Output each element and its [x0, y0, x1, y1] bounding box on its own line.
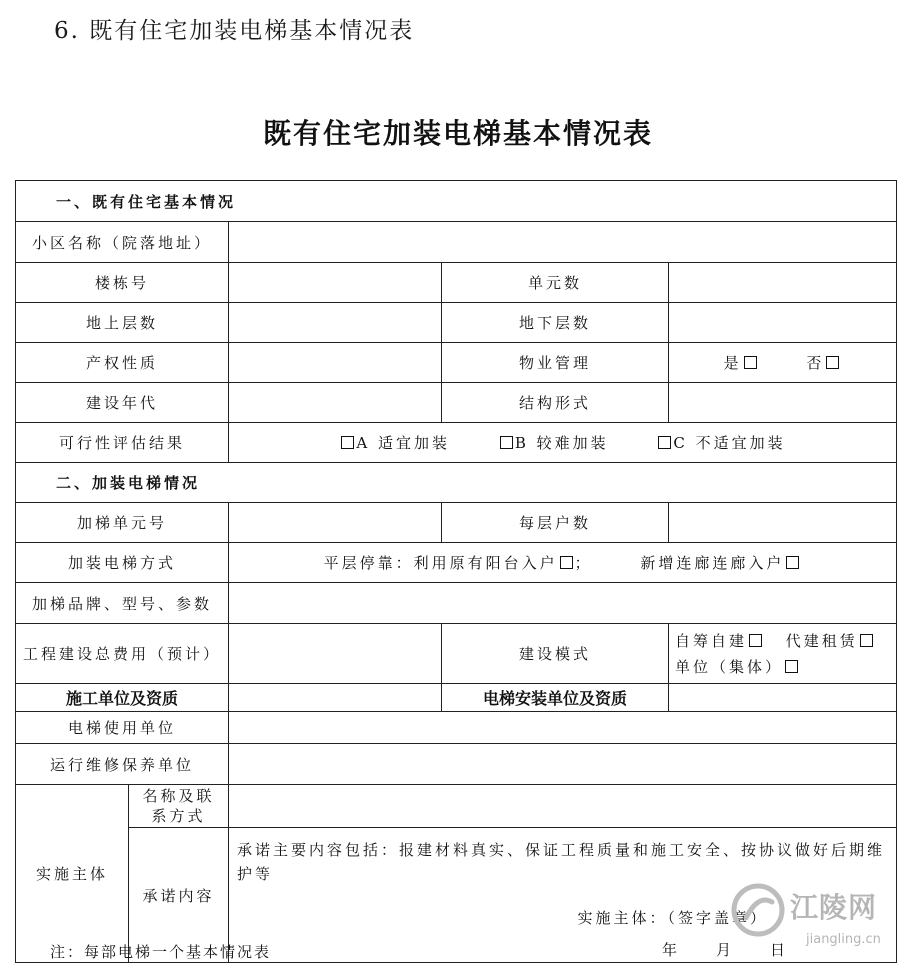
feasibility-a-option: A 适宜加装 — [339, 432, 450, 453]
method-balcony-checkbox[interactable] — [560, 556, 573, 569]
property-nature-label: 产权性质 — [16, 343, 229, 383]
unit-count-field[interactable] — [669, 263, 897, 303]
floors-below-field[interactable] — [669, 303, 897, 343]
construction-unit-label: 施工单位及资质 — [16, 684, 229, 712]
feasibility-label: 可行性评估结果 — [16, 423, 229, 463]
footnote: 注：每部电梯一个基本情况表 — [50, 943, 272, 961]
mode-self-option: 自筹自建 — [675, 632, 764, 650]
community-field[interactable] — [229, 222, 897, 263]
households-per-floor-field[interactable] — [669, 503, 897, 543]
floors-below-label: 地下层数 — [442, 303, 669, 343]
mode-lease-option: 代建租赁 — [786, 632, 875, 650]
build-year-label: 建设年代 — [16, 383, 229, 423]
elevator-user-field[interactable] — [229, 712, 897, 744]
property-mgmt-options — [669, 343, 897, 383]
feasibility-a-checkbox[interactable] — [341, 436, 354, 449]
signature-date: 年 月 日 — [662, 941, 789, 959]
mode-lease-checkbox[interactable] — [860, 634, 873, 647]
structure-label: 结构形式 — [442, 383, 669, 423]
mode-self-checkbox[interactable] — [749, 634, 762, 647]
floors-above-field[interactable] — [229, 303, 442, 343]
build-year-field[interactable] — [229, 383, 442, 423]
section-heading: 6. 既有住宅加装电梯基本情况表 — [54, 18, 415, 44]
commitment-label: 承诺内容 — [129, 828, 229, 963]
households-per-floor-label: 每层户数 — [442, 503, 669, 543]
section-elevator: 二、加装电梯情况 — [16, 463, 897, 503]
mode-collective-checkbox[interactable] — [785, 660, 798, 673]
elevator-unit-no-label: 加梯单元号 — [16, 503, 229, 543]
property-mgmt-label: 物业管理 — [442, 343, 669, 383]
brand-model-field[interactable] — [229, 583, 897, 624]
maintenance-unit-label: 运行维修保养单位 — [16, 744, 229, 785]
install-unit-label: 电梯安装单位及资质 — [442, 684, 669, 712]
feasibility-c-checkbox[interactable] — [658, 436, 671, 449]
document-title: 既有住宅加装电梯基本情况表 — [262, 117, 653, 150]
watermark-logo-icon — [728, 880, 788, 940]
build-mode-options — [669, 624, 897, 684]
elevator-method-options — [229, 543, 897, 583]
feasibility-c-option: C 不适宜加装 — [656, 432, 785, 453]
elevator-info-form — [15, 180, 897, 963]
feasibility-b-checkbox[interactable] — [500, 436, 513, 449]
building-no-label: 楼栋号 — [16, 263, 229, 303]
name-contact-field[interactable] — [229, 785, 897, 828]
floors-above-label: 地上层数 — [16, 303, 229, 343]
elevator-unit-no-field[interactable] — [229, 503, 442, 543]
mgmt-yes-option: 是 — [724, 352, 759, 373]
method-corridor-checkbox[interactable] — [786, 556, 799, 569]
elevator-user-label: 电梯使用单位 — [16, 712, 229, 744]
property-nature-field[interactable] — [229, 343, 442, 383]
unit-count-label: 单元数 — [442, 263, 669, 303]
name-contact-label: 名称及联 系方式 — [129, 785, 229, 828]
total-cost-label: 工程建设总费用（预计） — [16, 624, 229, 684]
commitment-text: 承诺主要内容包括：报建材料真实、保证工程质量和施工安全、按协议做好后期维护等 — [237, 841, 886, 883]
mgmt-no-option: 否 — [806, 352, 841, 373]
signature-label: 实施主体：（签字盖章） — [577, 909, 769, 927]
watermark-name: 江陵网 — [790, 891, 878, 924]
mode-collective-option: 单位（集体） — [675, 654, 890, 680]
feasibility-b-option: B 较难加装 — [498, 432, 609, 453]
section-housing: 一、既有住宅基本情况 — [16, 181, 897, 222]
construction-unit-field[interactable] — [229, 684, 442, 712]
community-label: 小区名称（院落地址） — [16, 222, 229, 263]
maintenance-unit-field[interactable] — [229, 744, 897, 785]
method-balcony-option: 平层停靠：利用原有阳台入户 ； — [323, 554, 593, 572]
build-mode-label: 建设模式 — [442, 624, 669, 684]
implementer-label: 实施主体 — [16, 785, 129, 963]
install-unit-field[interactable] — [669, 684, 897, 712]
structure-field[interactable] — [669, 383, 897, 423]
watermark — [728, 880, 908, 960]
building-no-field[interactable] — [229, 263, 442, 303]
elevator-method-label: 加装电梯方式 — [16, 543, 229, 583]
mgmt-yes-checkbox[interactable] — [744, 356, 757, 369]
mgmt-no-checkbox[interactable] — [826, 356, 839, 369]
total-cost-field[interactable] — [229, 624, 442, 684]
feasibility-options — [229, 423, 897, 463]
method-corridor-option: 新增连廊连廊入户 — [640, 552, 801, 573]
watermark-url: jiangling.cn — [806, 932, 881, 947]
brand-model-label: 加梯品牌、型号、参数 — [16, 583, 229, 624]
